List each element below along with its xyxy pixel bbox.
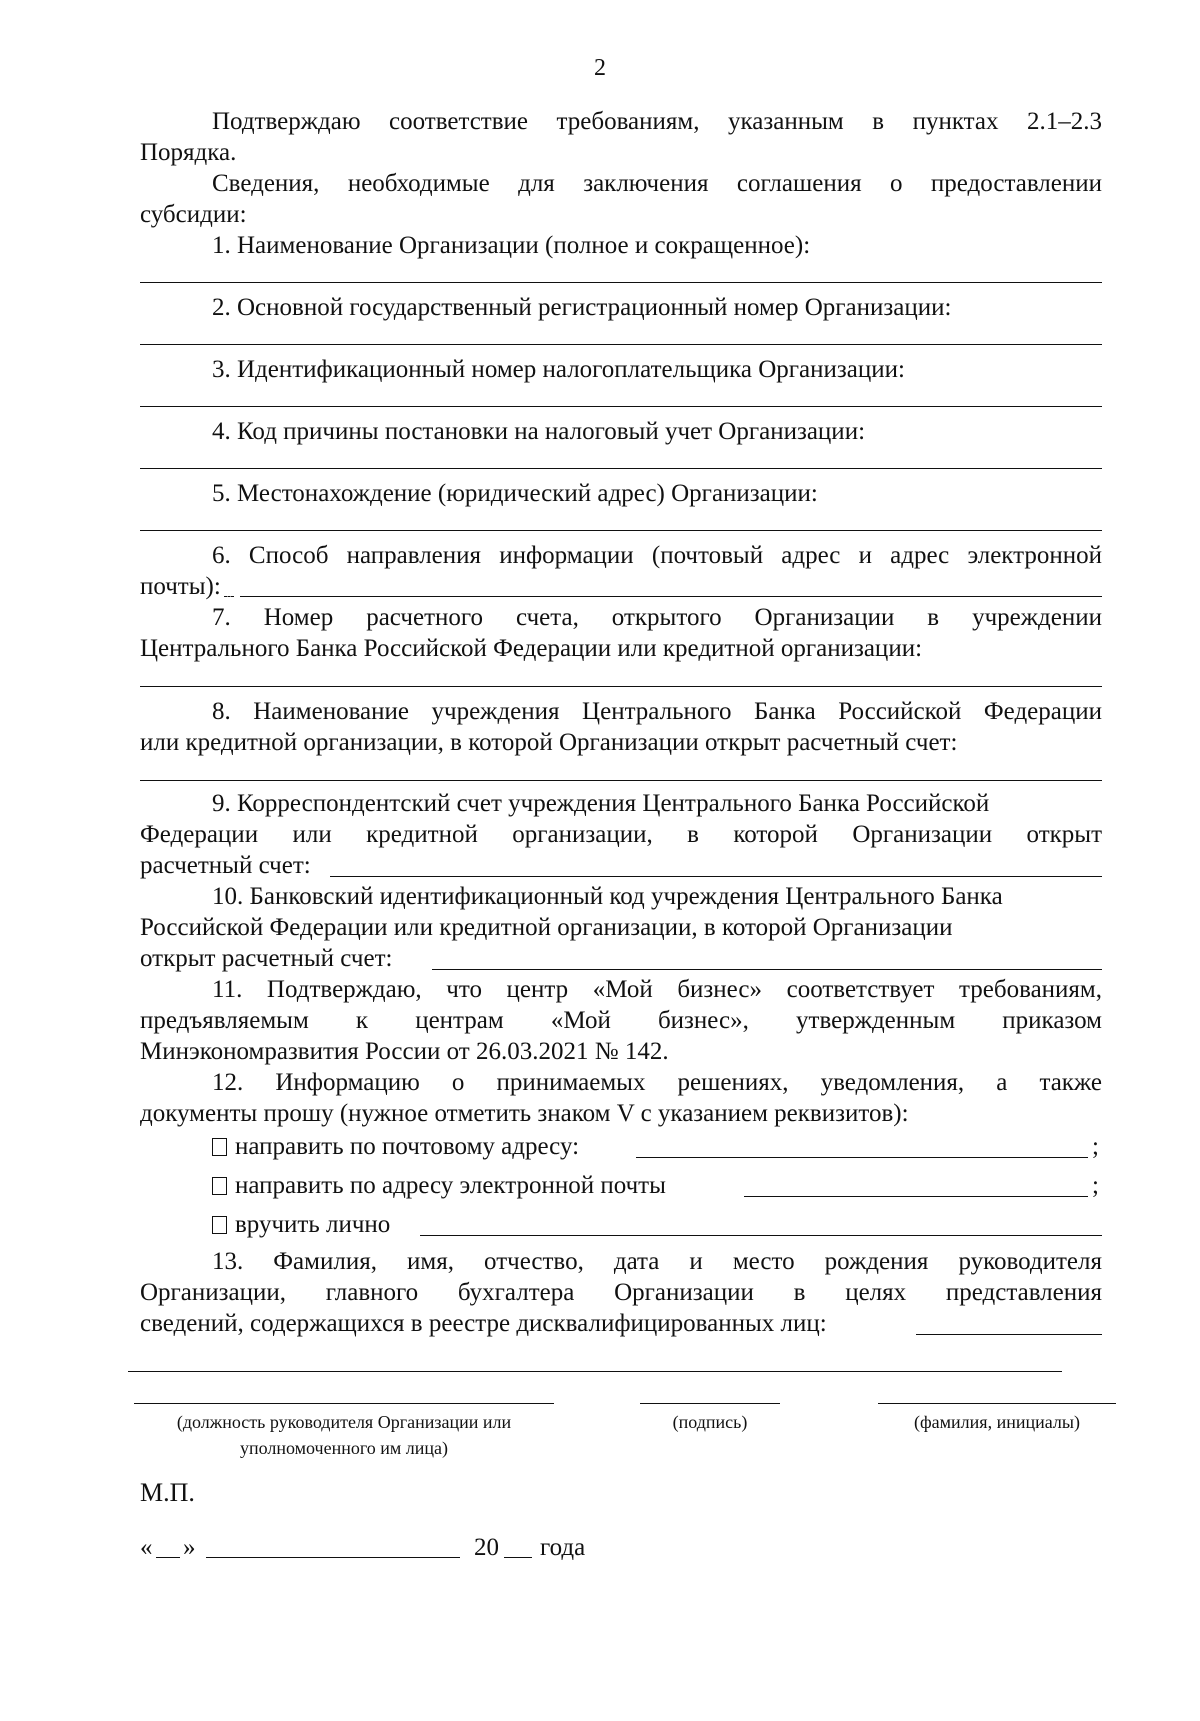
item-11-line-1: 11. Подтверждаю, что центр «Мой бизнес» соответствует требованиям, [212,976,1102,1003]
item-9-line-2: Федерации или кредитной организации, в которой Организации открыт [140,821,1102,848]
date-quote-open: « [140,1534,153,1561]
item-13-fill-line-2[interactable] [128,1371,1062,1372]
option-post-label: направить по почтовому адресу: [235,1133,580,1160]
year-suffix: года [540,1534,586,1561]
item-12-line-1: 12. Информацию о принимаемых решениях, уведомления, а также [212,1069,1102,1096]
item-7-fill-line[interactable] [140,686,1102,687]
position-caption-line-2: уполномоченного им лица) [239,1438,449,1458]
option-email-label: направить по адресу электронной почты [235,1172,666,1199]
item-11-line-2: предъявляемым к центрам «Мой бизнес», утвержденным приказом [140,1007,1102,1034]
item-13-line-3: сведений, содержащихся в реестре дисквалифицированных лиц: [140,1310,827,1337]
item-6-line-1: 6. Способ направления информации (почтовый адрес и адрес электронной [212,542,1102,569]
position-line[interactable] [134,1403,554,1404]
item-10-line-3: открыт расчетный счет: [140,945,393,972]
intro-line-1: Подтверждаю соответствие требованиям, указанным в пунктах 2.1–2.3 [212,108,1102,135]
item-10-fill-line[interactable] [432,969,1102,970]
item-13-line-2: Организации, главного бухгалтера Организации в целях представления [140,1279,1102,1306]
item-3-label: 3. Идентификационный номер налогоплательщика Организации: [212,356,905,383]
item-8-line-1: 8. Наименование учреждения Центрального Банка Российской Федерации [212,698,1102,725]
name-line[interactable] [878,1403,1116,1404]
intro-line-4: субсидии: [140,201,247,228]
item-4-label: 4. Код причины постановки на налоговый учет Организации: [212,418,866,445]
intro-line-2: Порядка. [140,139,237,166]
checkbox-post[interactable] [212,1138,227,1156]
item-10-line-1: 10. Банковский идентификационный код учреждения Центрального Банка [212,883,1003,910]
stamp-label: М.П. [140,1478,195,1507]
item-10-line-2: Российской Федерации или кредитной организации, в которой Организации [140,914,953,941]
item-1-label: 1. Наименование Организации (полное и сокращенное): [212,232,811,259]
item-8-fill-line[interactable] [140,780,1102,781]
item-6-fill-line[interactable] [240,596,1102,597]
signature-line[interactable] [640,1403,780,1404]
item-3-fill-line[interactable] [140,406,1102,407]
email-semicolon: ; [1092,1172,1099,1199]
date-day-field[interactable] [156,1557,180,1558]
date-quote-close: » [183,1534,196,1561]
item-6-line-2: почты): [140,573,221,600]
item-2-label: 2. Основной государственный регистрационный номер Организации: [212,294,952,321]
item-8-line-2: или кредитной организации, в которой Организации открыт расчетный счет: [140,729,958,756]
item-7-line-2: Центрального Банка Российской Федерации или кредитной организации: [140,635,923,662]
hand-delivery-field[interactable] [420,1235,1102,1236]
item-13-line-1: 13. Фамилия, имя, отчество, дата и место рождения руководителя [212,1248,1102,1275]
item-13-fill-line-1[interactable] [916,1334,1102,1335]
intro-line-3: Сведения, необходимые для заключения соглашения о предоставлении [212,170,1102,197]
year-prefix: 20 [474,1534,499,1561]
checkbox-hand[interactable] [212,1216,227,1234]
checkbox-email[interactable] [212,1177,227,1195]
item-5-label: 5. Местонахождение (юридический адрес) Организации: [212,480,818,507]
date-year-field[interactable] [504,1557,532,1558]
item-12-line-2: документы прошу (нужное отметить знаком V с указанием реквизитов): [140,1100,909,1127]
item-9-line-1: 9. Корреспондентский счет учреждения Центрального Банка Российской [212,790,990,817]
name-caption: (фамилия, инициалы) [914,1412,1080,1432]
item-6-dash [224,596,234,597]
item-2-fill-line[interactable] [140,344,1102,345]
item-5-fill-line[interactable] [140,530,1102,531]
signature-caption: (подпись) [672,1412,748,1432]
item-1-fill-line[interactable] [140,282,1102,283]
date-month-field[interactable] [206,1557,460,1558]
item-11-line-3: Минэкономразвития России от 26.03.2021 № 142. [140,1038,669,1065]
item-9-line-3: расчетный счет: [140,852,311,879]
option-hand-label: вручить лично [235,1211,391,1238]
page-number: 2 [594,55,606,81]
position-caption-line-1: (должность руководителя Организации или [176,1412,512,1432]
item-7-line-1: 7. Номер расчетного счета, открытого Организации в учреждении [212,604,1102,631]
post-semicolon: ; [1092,1133,1099,1160]
item-4-fill-line[interactable] [140,468,1102,469]
post-address-field[interactable] [636,1157,1088,1158]
item-9-fill-line[interactable] [330,876,1102,877]
email-address-field[interactable] [744,1196,1088,1197]
